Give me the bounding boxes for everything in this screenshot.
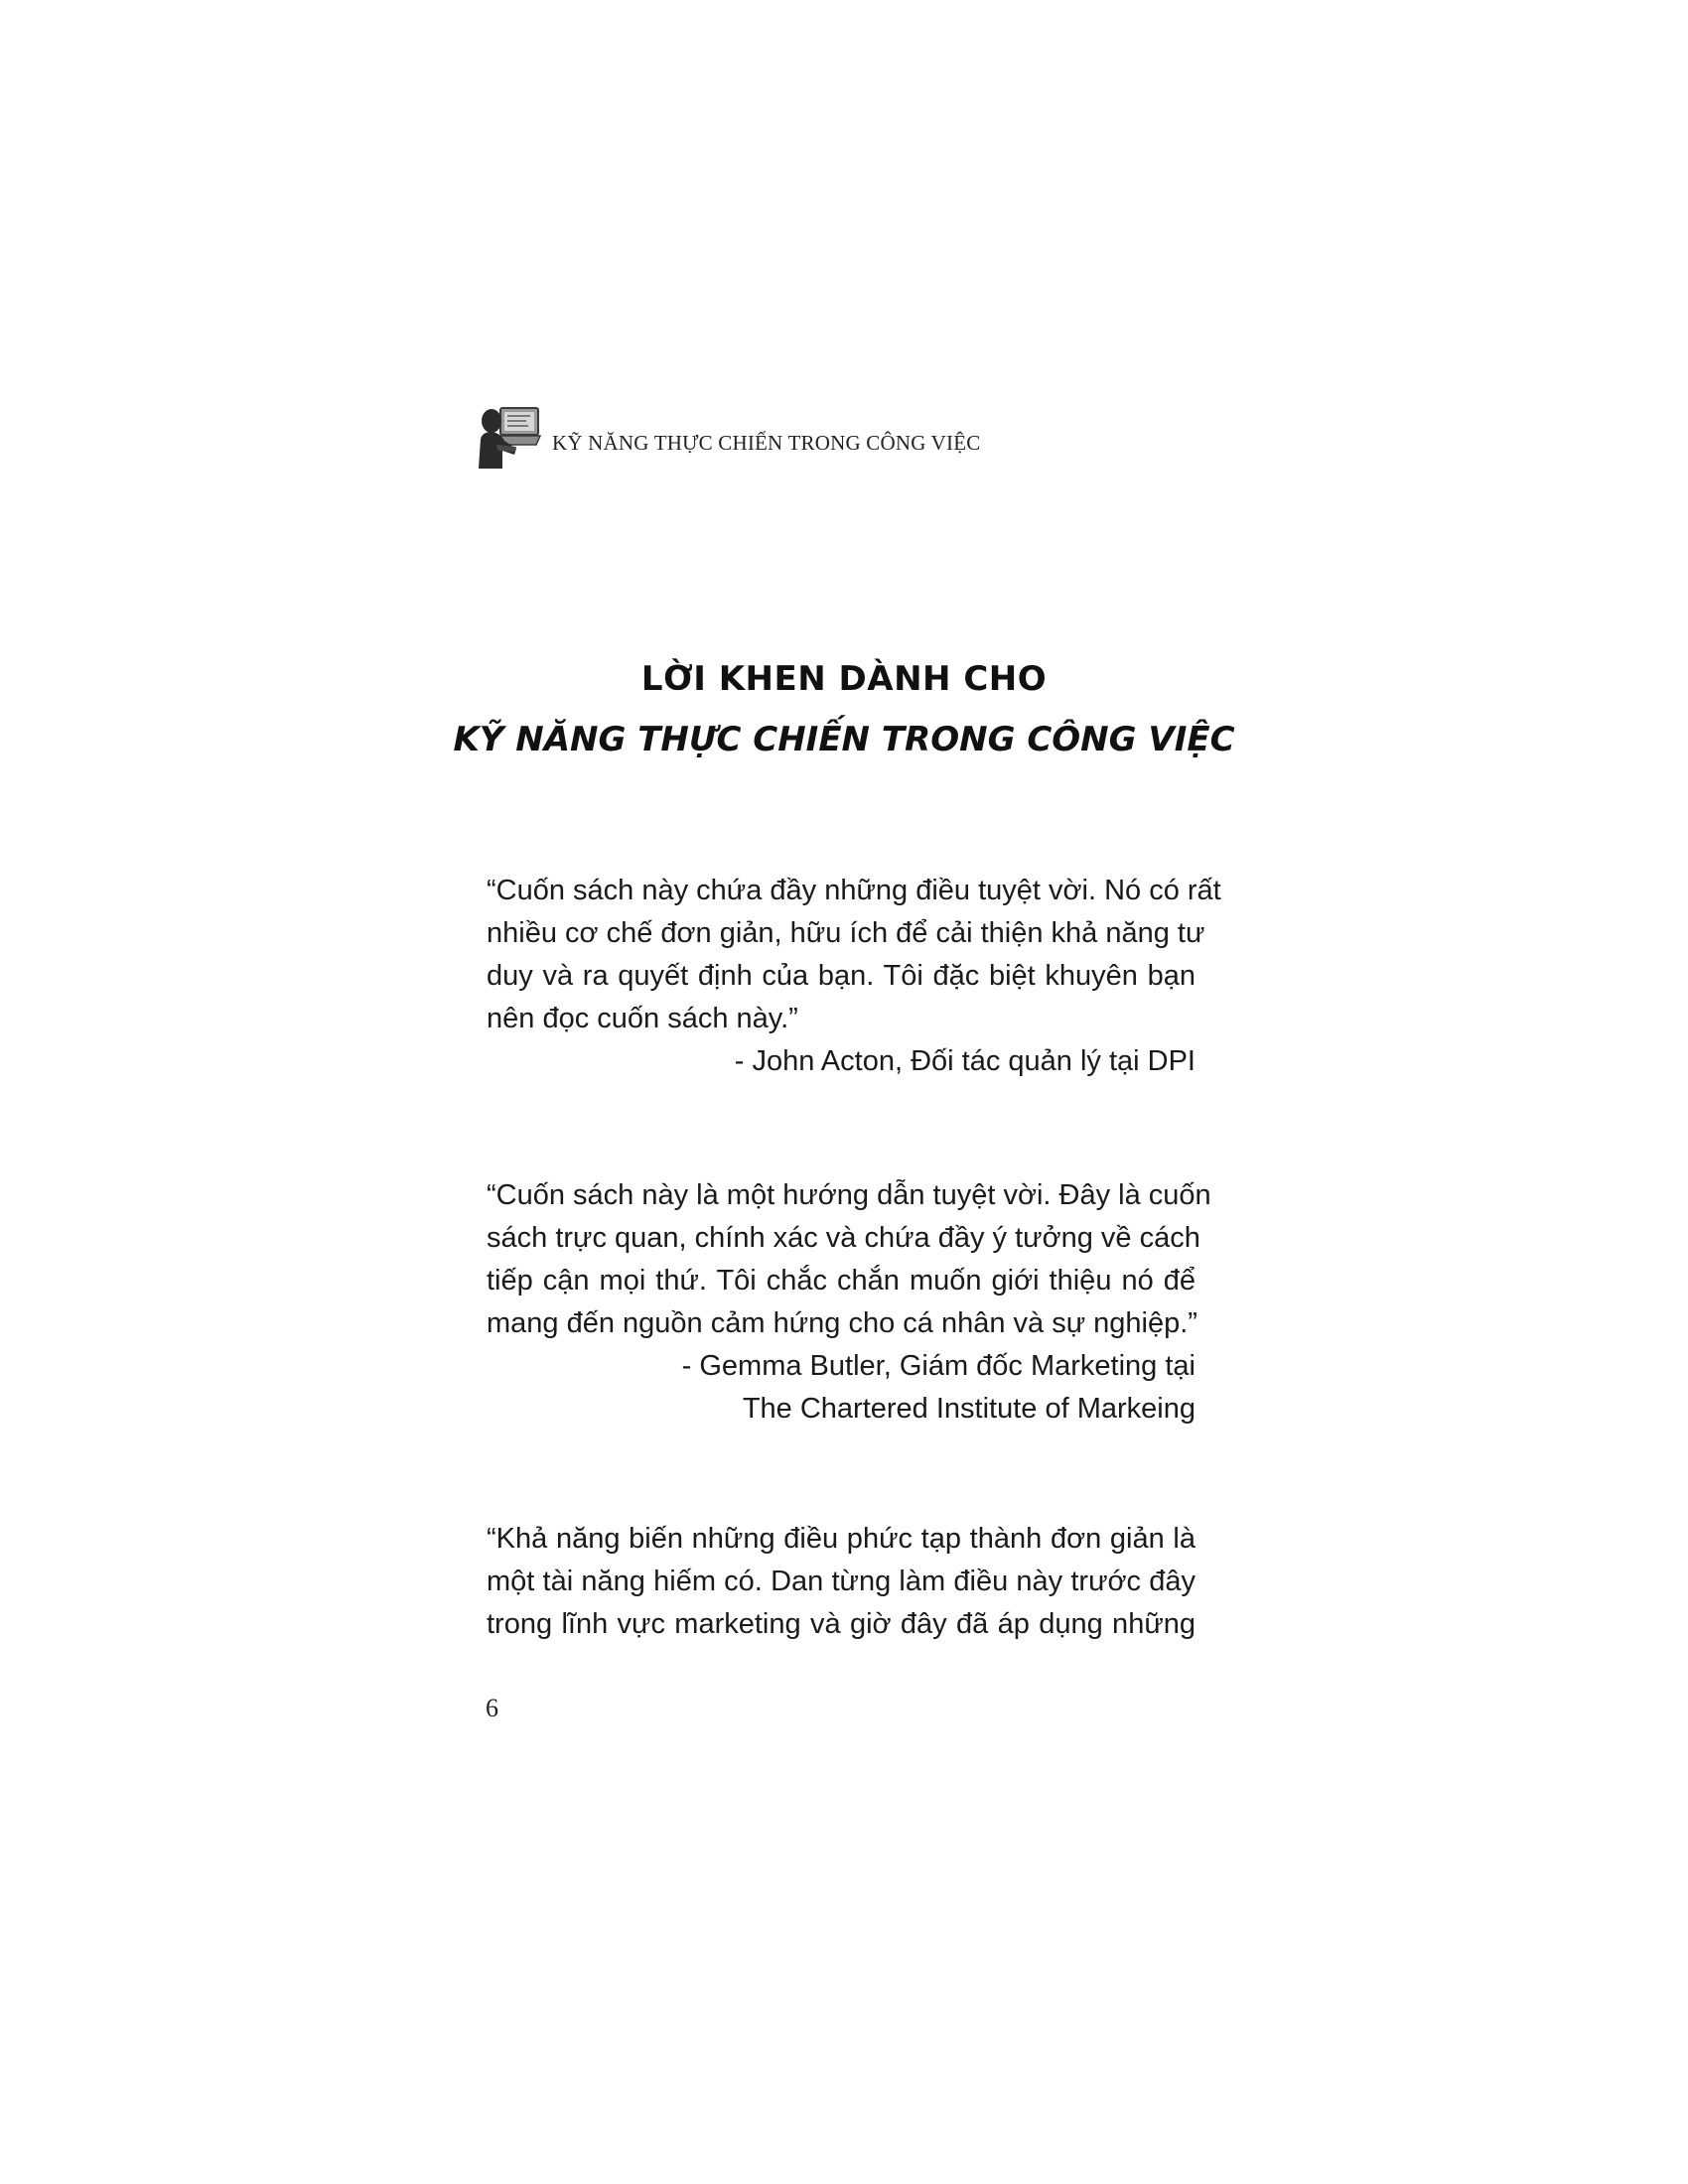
- quote-line: sách trực quan, chính xác và chứa đầy ý tưởng về cách: [487, 1222, 1200, 1254]
- quote-block-2: [487, 1174, 1211, 1431]
- quote-line: mang đến nguồn cảm hứng cho cá nhân và sự nghiệp.”: [487, 1307, 1197, 1339]
- quote-line: một tài năng hiếm có. Dan từng làm điều này trước đây: [487, 1566, 1196, 1597]
- running-header-title: KỸ NĂNG THỰC CHIẾN TRONG CÔNG VIỆC: [552, 430, 981, 455]
- page-number: 6: [486, 1694, 498, 1722]
- quote-attribution: - John Acton, Đối tác quản lý tại DPI: [734, 1045, 1196, 1077]
- quote-line: tiếp cận mọi thứ. Tôi chắc chắn muốn giới thiệu nó để: [487, 1265, 1196, 1297]
- quote-block-3: [487, 1518, 1196, 1646]
- page-title: LỜI KHEN DÀNH CHO: [640, 659, 1048, 699]
- quote-line: “Khả năng biến những điều phức tạp thành đơn giản là: [487, 1523, 1196, 1555]
- quote-line: duy và ra quyết định của bạn. Tôi đặc biệt khuyên bạn: [487, 960, 1196, 992]
- quote-line: “Cuốn sách này chứa đầy những điều tuyệt vời. Nó có rất: [487, 875, 1221, 906]
- quote-line: “Cuốn sách này là một hướng dẫn tuyệt vời. Đây là cuốn: [487, 1179, 1211, 1211]
- quote-attribution: The Chartered Institute of Markeing: [742, 1393, 1196, 1425]
- quote-line: trong lĩnh vực marketing và giờ đây đã áp dụng những: [487, 1608, 1196, 1640]
- quote-attribution: - Gemma Butler, Giám đốc Marketing tại: [681, 1350, 1196, 1382]
- quote-line: nên đọc cuốn sách này.”: [487, 1003, 798, 1034]
- quote-line: nhiều cơ chế đơn giản, hữu ích để cải thiện khả năng tư: [487, 917, 1205, 949]
- person-at-laptop-icon: [477, 405, 542, 471]
- book-title: KỸ NĂNG THỰC CHIẾN TRONG CÔNG VIỆC: [453, 720, 1235, 759]
- running-header: [477, 405, 980, 471]
- quote-block-1: [487, 870, 1221, 1083]
